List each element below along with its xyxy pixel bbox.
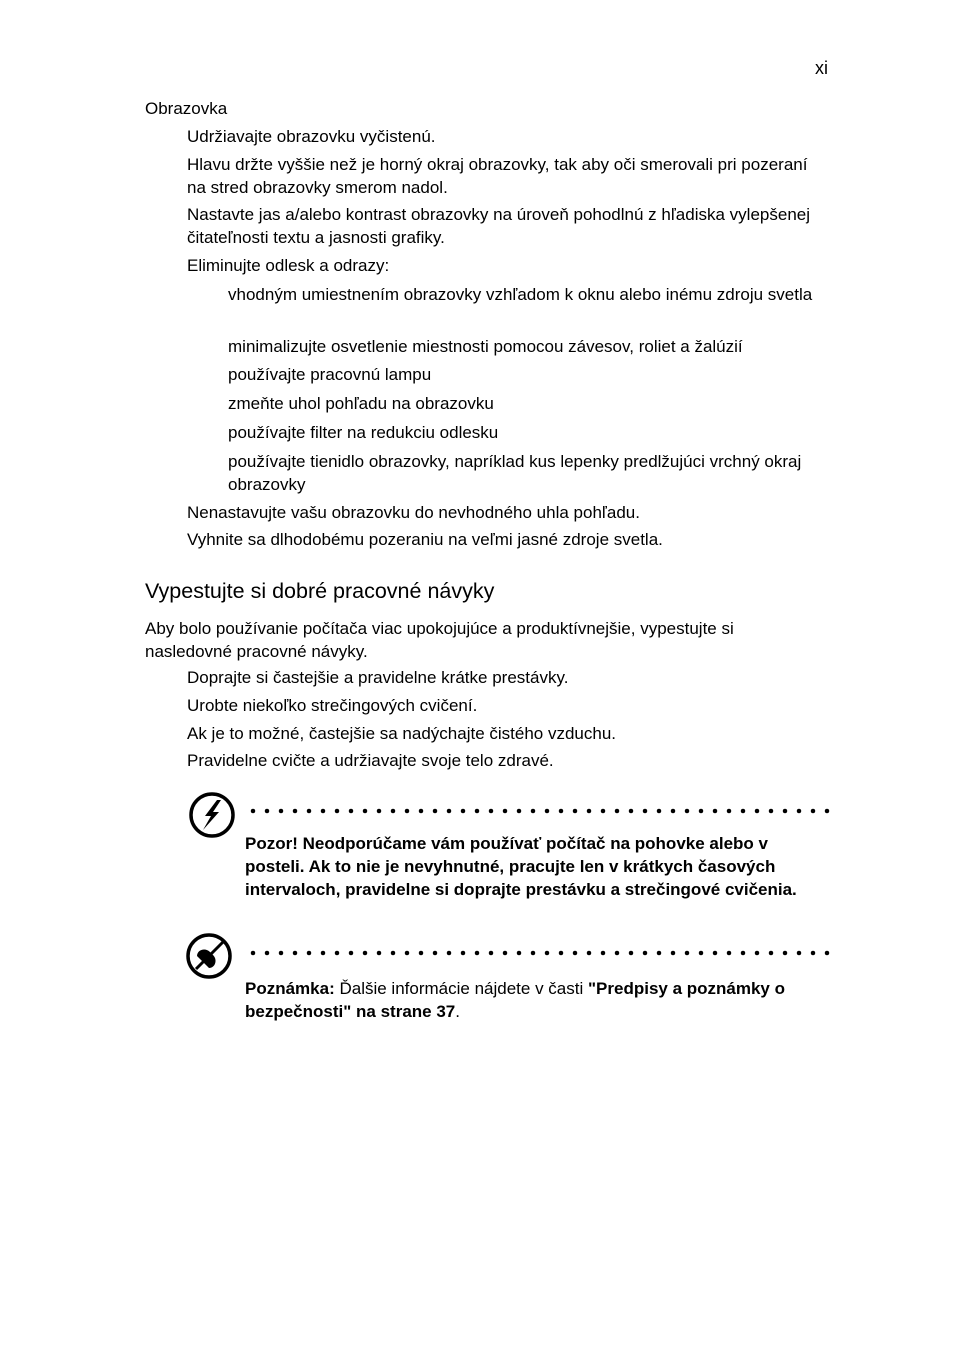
note-end: . <box>455 1002 460 1021</box>
note-body: Ďalšie informácie nájdete v časti <box>334 979 588 998</box>
sub-list-item: vhodným umiestnením obrazovky vzhľadom k oknu alebo inému zdroju svetla <box>228 285 813 304</box>
list-item: Ak je to možné, častejšie sa nadýchajte čistého vzduchu. <box>187 724 617 743</box>
note-divider <box>246 950 831 956</box>
warning-divider <box>246 808 831 814</box>
habits-intro: Aby bolo používanie počítača viac upokojujúce a produktívnejšie, vypestujte si nasledovné pracovné návyky. <box>145 619 734 661</box>
list-item: Hlavu držte vyššie než je horný okraj obrazovky, tak aby oči smerovali pri pozeraní na stred obrazovky smerom nadol. <box>187 155 808 197</box>
habits-title: Vypestujte si dobré pracovné návyky <box>145 579 495 603</box>
warning-bolt-icon <box>188 791 236 839</box>
list-item: Pravidelne cvičte a udržiavajte svoje telo zdravé. <box>187 751 554 770</box>
list-item: Nenastavujte vašu obrazovku do nevhodného uhla pohľadu. <box>187 503 640 522</box>
section-heading: Obrazovka <box>145 99 228 118</box>
note-label: Poznámka: <box>245 979 335 998</box>
warning-text: Pozor! Neodporúčame vám používať počítač na pohovke alebo v posteli. Ak to nie je nevyhnutné, pracujte len v krátkych časových intervaloch, pravidelne si doprajte prestávku a strečingové cvičenia. <box>245 834 797 899</box>
list-item: Nastavte jas a/alebo kontrast obrazovky na úroveň pohodlnú z hľadiska vylepšenej čitateľnosti textu a jasnosti grafiky. <box>187 205 810 247</box>
note-text <box>245 977 825 1023</box>
list-item: Udržiavajte obrazovku vyčistenú. <box>187 127 436 146</box>
note-pen-icon <box>185 932 233 980</box>
sub-list-item: minimalizujte osvetlenie miestnosti pomocou závesov, roliet a žalúzií <box>228 337 743 356</box>
sub-list-item: zmeňte uhol pohľadu na obrazovku <box>228 394 494 413</box>
sub-list-item: používajte tienidlo obrazovky, napríklad kus lepenky predlžujúci vrchný okraj obrazovky <box>228 452 802 494</box>
sub-list-item: používajte filter na redukciu odlesku <box>228 423 499 442</box>
list-item: Urobte niekoľko strečingových cvičení. <box>187 696 478 715</box>
sub-list-item: používajte pracovnú lampu <box>228 365 432 384</box>
note-reference: "Predpisy a poznámky o bezpečnosti" na strane 37 <box>245 979 785 1021</box>
page-number: xi <box>815 58 828 78</box>
list-item: Doprajte si častejšie a pravidelne krátke prestávky. <box>187 668 569 687</box>
list-item: Vyhnite sa dlhodobému pozeraniu na veľmi jasné zdroje svetla. <box>187 530 663 549</box>
list-item: Eliminujte odlesk a odrazy: <box>187 256 390 275</box>
